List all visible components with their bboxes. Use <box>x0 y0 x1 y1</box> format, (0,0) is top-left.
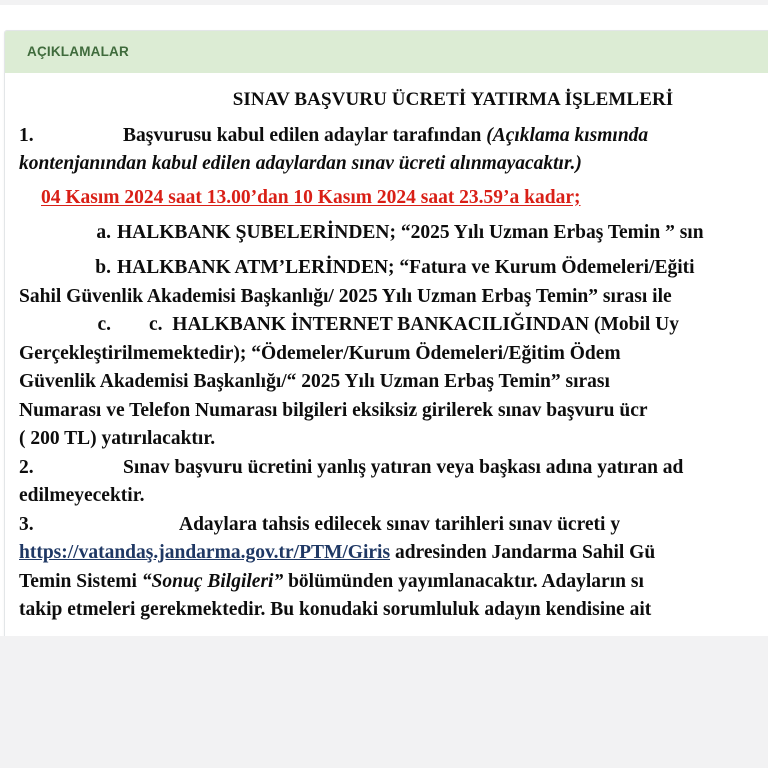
document-title: SINAV BAŞVURU ÜCRETİ YATIRMA İŞLEMLERİ <box>232 88 674 110</box>
paragraph-item-c-line4: Numarası ve Telefon Numarası bilgileri eksiksiz girilerek sınav başvuru ücr <box>19 399 648 421</box>
item-2-number: 2. <box>19 456 34 478</box>
item-b-line1: HALKBANK ATM’LERİNDEN; “Fatura ve Kurum Ödemeleri/Eğiti <box>117 257 695 279</box>
deadline-date-range <box>41 187 768 209</box>
paragraph-item-b-line2: Sahil Güvenlik Akademisi Başkanlığı/ 2025 Yılı Uzman Erbaş Temin” sırası ile <box>19 285 672 307</box>
page-content-area <box>0 5 768 636</box>
paragraph-item-c-line3: Güvenlik Akademisi Başkanlığı/“ 2025 Yılı Uzman Erbaş Temin” sırası <box>19 371 610 393</box>
paragraph-item-b-line1 <box>19 255 768 282</box>
item-3-line1: Adaylara tahsis edilecek sınav tarihleri sınav ücreti y <box>179 513 621 535</box>
paragraph-item-3-line3 <box>19 569 768 596</box>
item-c-marker-repeat: c. <box>149 314 163 336</box>
panel-header <box>5 31 768 73</box>
paragraph-item-2-line2: edilmeyecektir. <box>19 485 145 507</box>
item-1-lead: Başvurusu kabul edilen adaylar tarafından <box>123 124 487 146</box>
paragraph-item-3-line1 <box>19 512 768 539</box>
panel-header-title: AÇIKLAMALAR <box>27 44 129 59</box>
paragraph-item-c-line5: ( 200 TL) yatırılacaktır. <box>19 428 216 450</box>
aciklamalar-panel <box>4 30 768 636</box>
spacer-after-item-a <box>19 248 768 255</box>
item-c-marker: c. <box>97 314 111 336</box>
paragraph-item-c-line1 <box>19 312 768 339</box>
item-a-text: HALKBANK ŞUBELERİNDEN; “2025 Yılı Uzman Erbaş Temin ” sın <box>117 221 704 243</box>
paragraph-item-1 <box>19 123 768 150</box>
paragraph-item-1-line2: kontenjanından kabul edilen adaylardan sınav ücreti alınmayacaktır.) <box>19 153 582 175</box>
item-c-line1: HALKBANK İNTERNET BANKACILIĞINDAN (Mobil Uy <box>172 314 679 336</box>
panel-body <box>5 73 768 637</box>
item-3-number: 3. <box>19 513 34 535</box>
deadline-text: 04 Kasım 2024 saat 13.00’dan 10 Kasım 2024 saat 23.59’a kadar; <box>41 186 581 208</box>
paragraph-item-c-line2: Gerçekleştirilmemektedir); “Ödemeler/Kurum Ödemeleri/Eğitim Ödem <box>19 342 621 364</box>
item-3-line3-italic: “Sonuç Bilgileri” <box>141 570 284 592</box>
ptm-giris-link[interactable]: https://vatandaş.jandarma.gov.tr/PTM/Giris <box>19 542 391 564</box>
item-1-italic-line1: (Açıklama kısmında <box>486 124 649 146</box>
paragraph-item-3-line4: takip etmeleri gerekmektedir. Bu konudaki sorumluluk adayın kendisine ait <box>19 599 652 621</box>
paragraph-item-3-line2 <box>19 540 768 567</box>
item-a-marker: a. <box>96 221 111 243</box>
paragraph-item-a <box>19 220 768 247</box>
item-2-line1: Sınav başvuru ücretini yanlış yatıran veya başkası adına yatıran ad <box>123 456 684 478</box>
item-3-line2-tail: adresinden Jandarma Sahil Gü <box>390 542 656 564</box>
item-3-line3-prefix: Temin Sistemi <box>19 570 142 592</box>
paragraph-item-2-line1 <box>19 455 768 482</box>
page-background-below-panel <box>0 636 768 768</box>
item-3-line3-suffix: bölümünden yayımlanacaktır. Adayların sı <box>283 570 644 592</box>
item-b-marker: b. <box>95 257 111 279</box>
item-1-number: 1. <box>19 124 34 146</box>
